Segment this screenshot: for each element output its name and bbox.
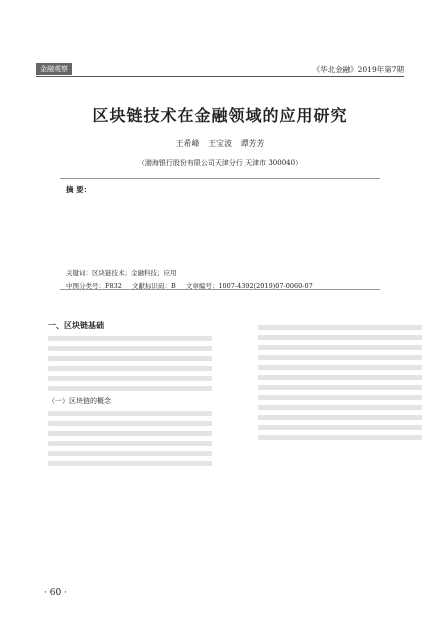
author-name: 王宝波	[208, 139, 232, 148]
abstract-label: 摘 要：	[66, 185, 92, 194]
keywords	[66, 268, 177, 277]
subsection-heading: （一）区块链的概念	[48, 397, 111, 405]
classification-line	[66, 281, 313, 290]
author-name: 谭芳芳	[240, 139, 265, 148]
column-tag: 金融观察	[36, 63, 72, 75]
header-rule	[36, 76, 404, 77]
page-number: · 60 ·	[44, 588, 67, 598]
article-title: 区块链技术在金融领域的应用研究	[92, 106, 348, 125]
body-column-right	[258, 320, 422, 590]
issue-label: 《华北金融》2019年第7期	[312, 65, 404, 74]
clc-number: 中图分类号：F832	[66, 282, 122, 290]
keywords-label: 关键词：	[66, 269, 92, 277]
document-code: 文献标识码：B	[132, 282, 176, 290]
section-heading: 一、区块链基础	[48, 320, 104, 330]
affiliation: （渤海银行股份有限公司天津分行 天津市 300040）	[137, 159, 303, 167]
body-column-left	[48, 320, 212, 590]
author-name: 王希峰	[175, 139, 200, 148]
author-list	[0, 138, 440, 149]
keywords-text: 区块链技术；金融科技；应用	[92, 269, 177, 277]
article-number: 文章编号：1007-4392(2019)07-0060-07	[185, 282, 313, 290]
